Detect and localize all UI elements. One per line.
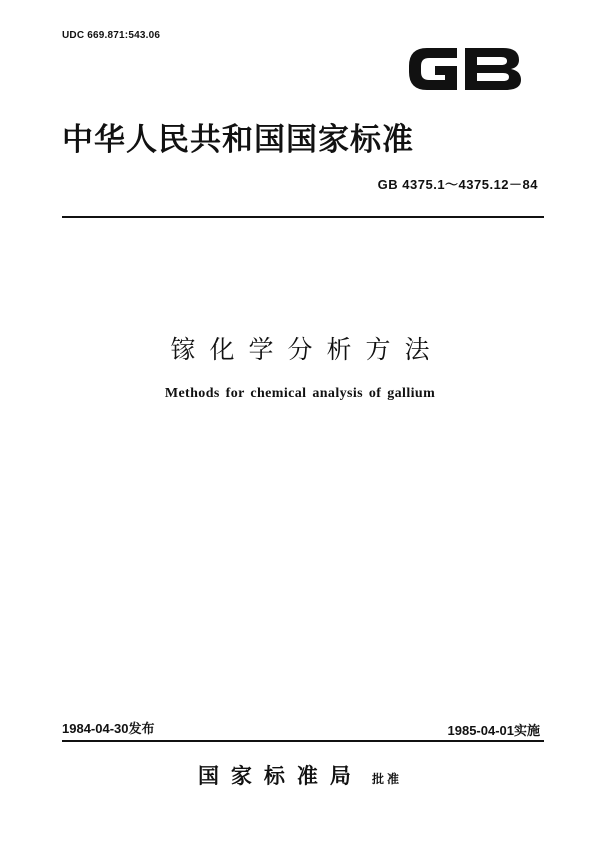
bottom-divider — [62, 740, 544, 742]
top-divider — [62, 216, 544, 218]
publisher-approval: 批准 — [372, 772, 403, 786]
publisher-line — [0, 760, 600, 790]
issuing-country-standard-title: 中华人民共和国国家标准 — [62, 122, 414, 158]
issue-date: 1984-04-30发布 — [62, 721, 155, 736]
standard-number: GB 4375.1～4375.12－84 — [377, 177, 538, 192]
implementation-date: 1985-04-01实施 — [447, 723, 540, 738]
document-title-english: Methods for chemical analysis of gallium — [164, 386, 436, 401]
gb-logo-icon — [405, 40, 525, 98]
document-title-chinese: 镓化学分析方法 — [170, 335, 444, 364]
publisher-name: 国家标准局 — [197, 764, 363, 788]
udc-classification: UDC 669.871:543.06 — [62, 30, 161, 41]
